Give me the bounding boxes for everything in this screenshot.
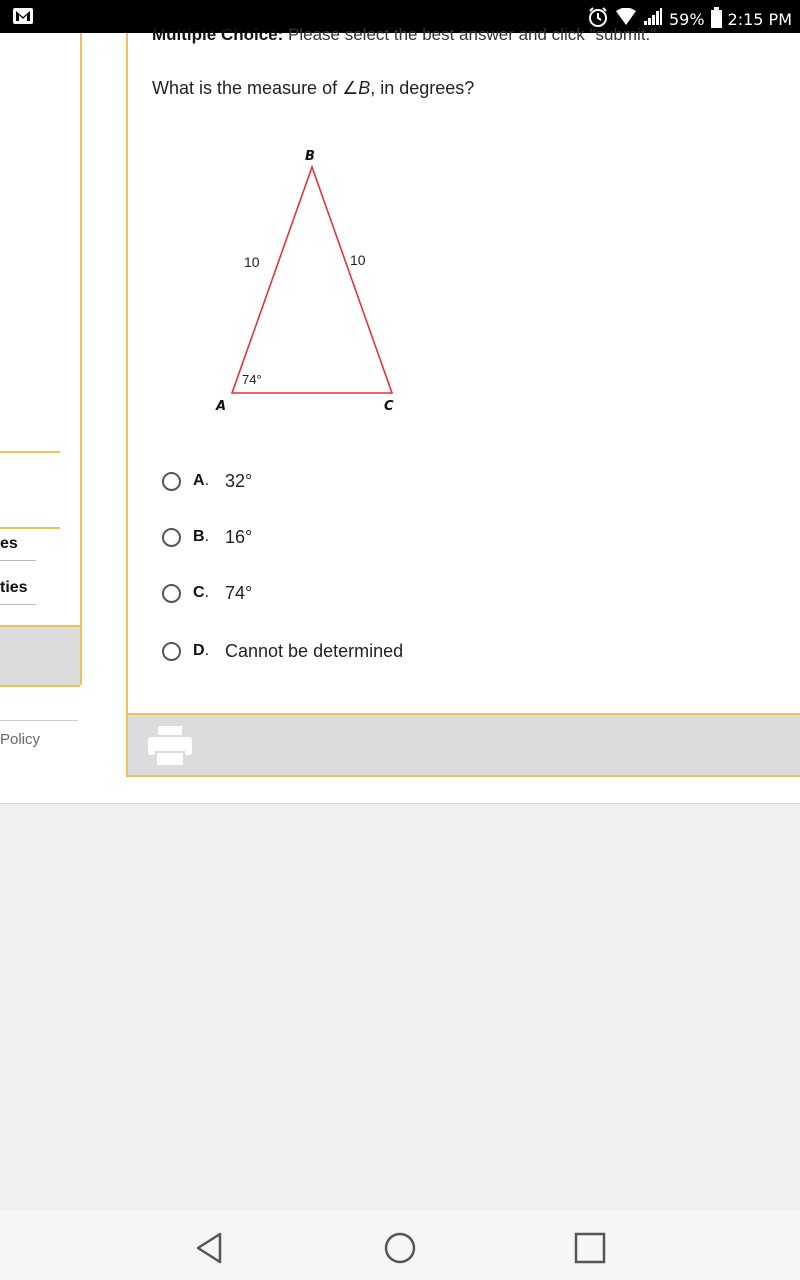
triangle-shape [232, 167, 392, 393]
choice-text: 32° [225, 470, 253, 491]
angle-symbol: ∠ [342, 78, 359, 98]
policy-link[interactable]: Policy [0, 731, 41, 748]
vertex-a-label: A [216, 399, 227, 414]
angle-variable: B [358, 78, 371, 98]
choice-b[interactable] [162, 525, 252, 549]
page-background [0, 803, 800, 1211]
radio-button[interactable] [162, 584, 181, 603]
sidebar-divider [0, 451, 60, 453]
side-bc-label: 10 [350, 252, 366, 268]
sidebar-divider [0, 527, 60, 529]
choice-text: Cannot be determined [225, 640, 404, 661]
question-card [126, 25, 800, 713]
gmail-icon [12, 7, 34, 29]
instructions [152, 25, 656, 45]
choice-text: 16° [225, 526, 253, 547]
instructions-text: Please select the best answer and click "submit." [283, 25, 657, 44]
radio-button[interactable] [162, 472, 181, 491]
prompt-prefix: What is the measure of [152, 78, 343, 98]
choice-letter: B. [193, 528, 210, 545]
home-icon[interactable] [382, 1230, 418, 1266]
radio-button[interactable] [162, 642, 181, 661]
vertex-c-label: C [384, 399, 394, 414]
angle-a-label: 74° [242, 372, 262, 387]
recents-icon[interactable] [572, 1230, 608, 1266]
instructions-label: Multiple Choice: [152, 25, 284, 44]
vertex-b-label: B [305, 149, 315, 164]
sidebar-panel [0, 625, 80, 687]
choice-a[interactable] [162, 469, 252, 493]
choice-c[interactable] [162, 581, 252, 605]
radio-button[interactable] [162, 528, 181, 547]
sidebar-item-underline [0, 604, 36, 605]
choice-letter: D. [193, 642, 210, 659]
side-ab-label: 10 [244, 254, 260, 270]
back-icon[interactable] [192, 1230, 228, 1266]
clock: 2:15 PM [727, 9, 792, 29]
battery-percent: 59% [668, 9, 705, 29]
triangle-figure [208, 143, 438, 423]
navigation-bar [0, 1210, 800, 1280]
sidebar-item-1[interactable]: es [0, 535, 18, 552]
prompt-suffix: , in degrees? [370, 78, 475, 98]
battery-icon [711, 10, 722, 28]
choice-text: 74° [225, 582, 253, 603]
choice-letter: C. [193, 584, 210, 601]
sidebar-rule [0, 720, 78, 721]
sidebar-item-2[interactable]: ties [0, 579, 28, 596]
choice-letter: A. [193, 472, 210, 489]
choice-d[interactable] [162, 639, 403, 663]
question-prompt [152, 78, 474, 99]
print-icon[interactable] [146, 724, 194, 768]
question-toolbar [126, 713, 800, 777]
sidebar-item-underline [0, 560, 36, 561]
